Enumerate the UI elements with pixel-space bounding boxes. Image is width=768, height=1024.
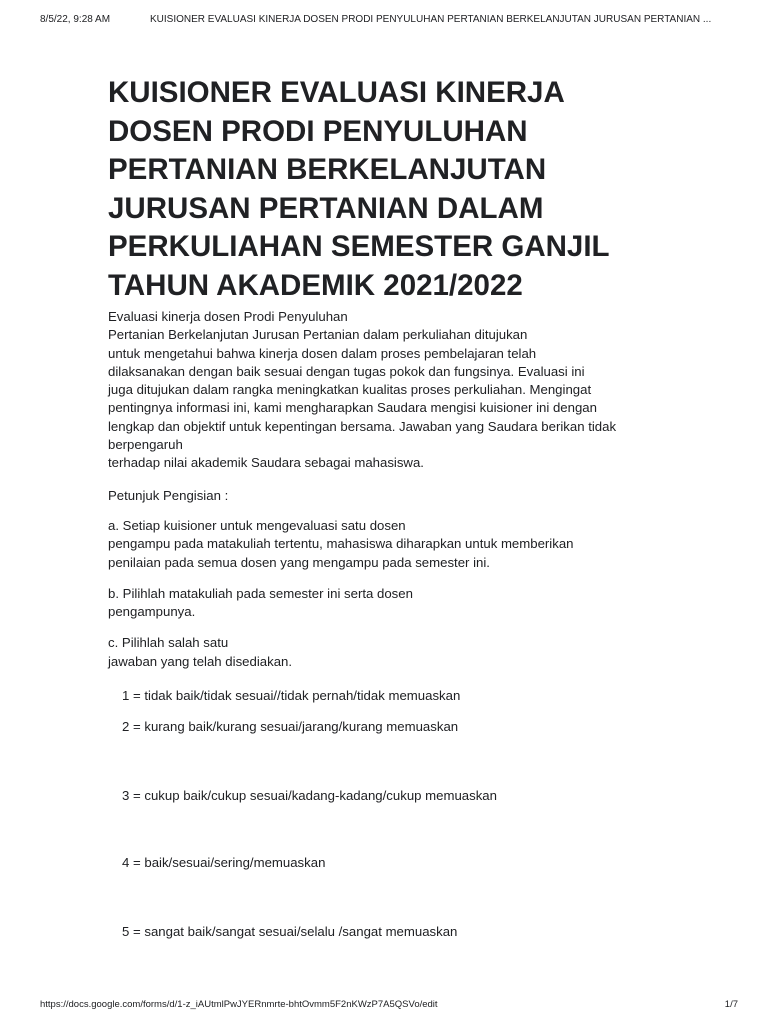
- form-title: [108, 74, 668, 305]
- print-document-title: KUISIONER EVALUASI KINERJA DOSEN PRODI PENYULUHAN PERTANIAN BERKELANJUTAN JURUSAN PERTANIAN ...: [150, 14, 712, 25]
- form-description: [108, 308, 668, 473]
- description-line: untuk mengetahui bahwa kinerja dosen dalam proses pembelajaran telah: [108, 345, 537, 361]
- scale-item-4: 4 = baik/sesuai/sering/memuaskan: [122, 855, 326, 870]
- description-line: dilaksanakan dengan baik sesuai dengan tugas pokok dan fungsinya. Evaluasi ini: [108, 363, 585, 379]
- scale-item-3: 3 = cukup baik/cukup sesuai/kadang-kadang/cukup memuaskan: [122, 788, 497, 803]
- instruction-line: penilaian pada semua dosen yang mengampu pada semester ini.: [108, 554, 490, 570]
- description-line: berpengaruh: [108, 437, 183, 453]
- instruction-line: pengampunya.: [108, 604, 196, 620]
- print-datetime: 8/5/22, 9:28 AM: [40, 14, 111, 25]
- page-number: 1/7: [724, 999, 738, 1010]
- form-title-line: PERTANIAN BERKELANJUTAN: [108, 153, 547, 186]
- description-line: pentingnya informasi ini, kami mengharapkan Saudara mengisi kuisioner ini dengan: [108, 400, 597, 416]
- form-content: [108, 74, 668, 671]
- instruction-line: c. Pilihlah salah satu: [108, 635, 229, 651]
- page-url: https://docs.google.com/forms/d/1-z_iAUtmlPwJYERnmrte-bhtOvmm5F2nKWzP7A5QSVo/edit: [40, 999, 438, 1010]
- scale-item-2: 2 = kurang baik/kurang sesuai/jarang/kurang memuaskan: [122, 719, 459, 734]
- instruction-line: pengampu pada matakuliah tertentu, mahasiswa diharapkan untuk memberikan: [108, 536, 574, 552]
- form-title-line: TAHUN AKADEMIK 2021/2022: [108, 268, 523, 302]
- instruction-line: jawaban yang telah disediakan.: [108, 653, 293, 669]
- instruction-line: a. Setiap kuisioner untuk mengevaluasi satu dosen: [108, 517, 406, 533]
- scale-item-1: 1 = tidak baik/tidak sesuai//tidak pernah/tidak memuaskan: [122, 688, 461, 703]
- form-title-line: DOSEN PRODI PENYULUHAN: [108, 114, 528, 148]
- description-line: Evaluasi kinerja dosen Prodi Penyuluhan: [108, 309, 348, 324]
- form-title-line: KUISIONER EVALUASI KINERJA: [108, 76, 565, 109]
- instructions-heading-text: Petunjuk Pengisian :: [108, 487, 229, 503]
- instructions-heading: [108, 487, 668, 505]
- instruction-line: b. Pilihlah matakuliah pada semester ini serta dosen: [108, 585, 413, 601]
- description-line: terhadap nilai akademik Saudara sebagai mahasiswa.: [108, 455, 424, 471]
- instruction-c: [108, 634, 668, 671]
- description-line: lengkap dan objektif untuk kepentingan bersama. Jawaban yang Saudara berikan tidak: [108, 418, 617, 434]
- description-line: juga ditujukan dalam rangka meningkatkan kualitas proses perkuliahan. Mengingat: [108, 382, 592, 398]
- instruction-b: [108, 585, 668, 622]
- form-title-line: JURUSAN PERTANIAN DALAM: [108, 191, 544, 225]
- scale-item-5: 5 = sangat baik/sangat sesuai/selalu /sangat memuaskan: [122, 924, 458, 939]
- instruction-a: [108, 517, 668, 572]
- description-line: Pertanian Berkelanjutan Jurusan Pertanian dalam perkuliahan ditujukan: [108, 327, 528, 343]
- form-title-line: PERKULIAHAN SEMESTER GANJIL: [108, 230, 610, 263]
